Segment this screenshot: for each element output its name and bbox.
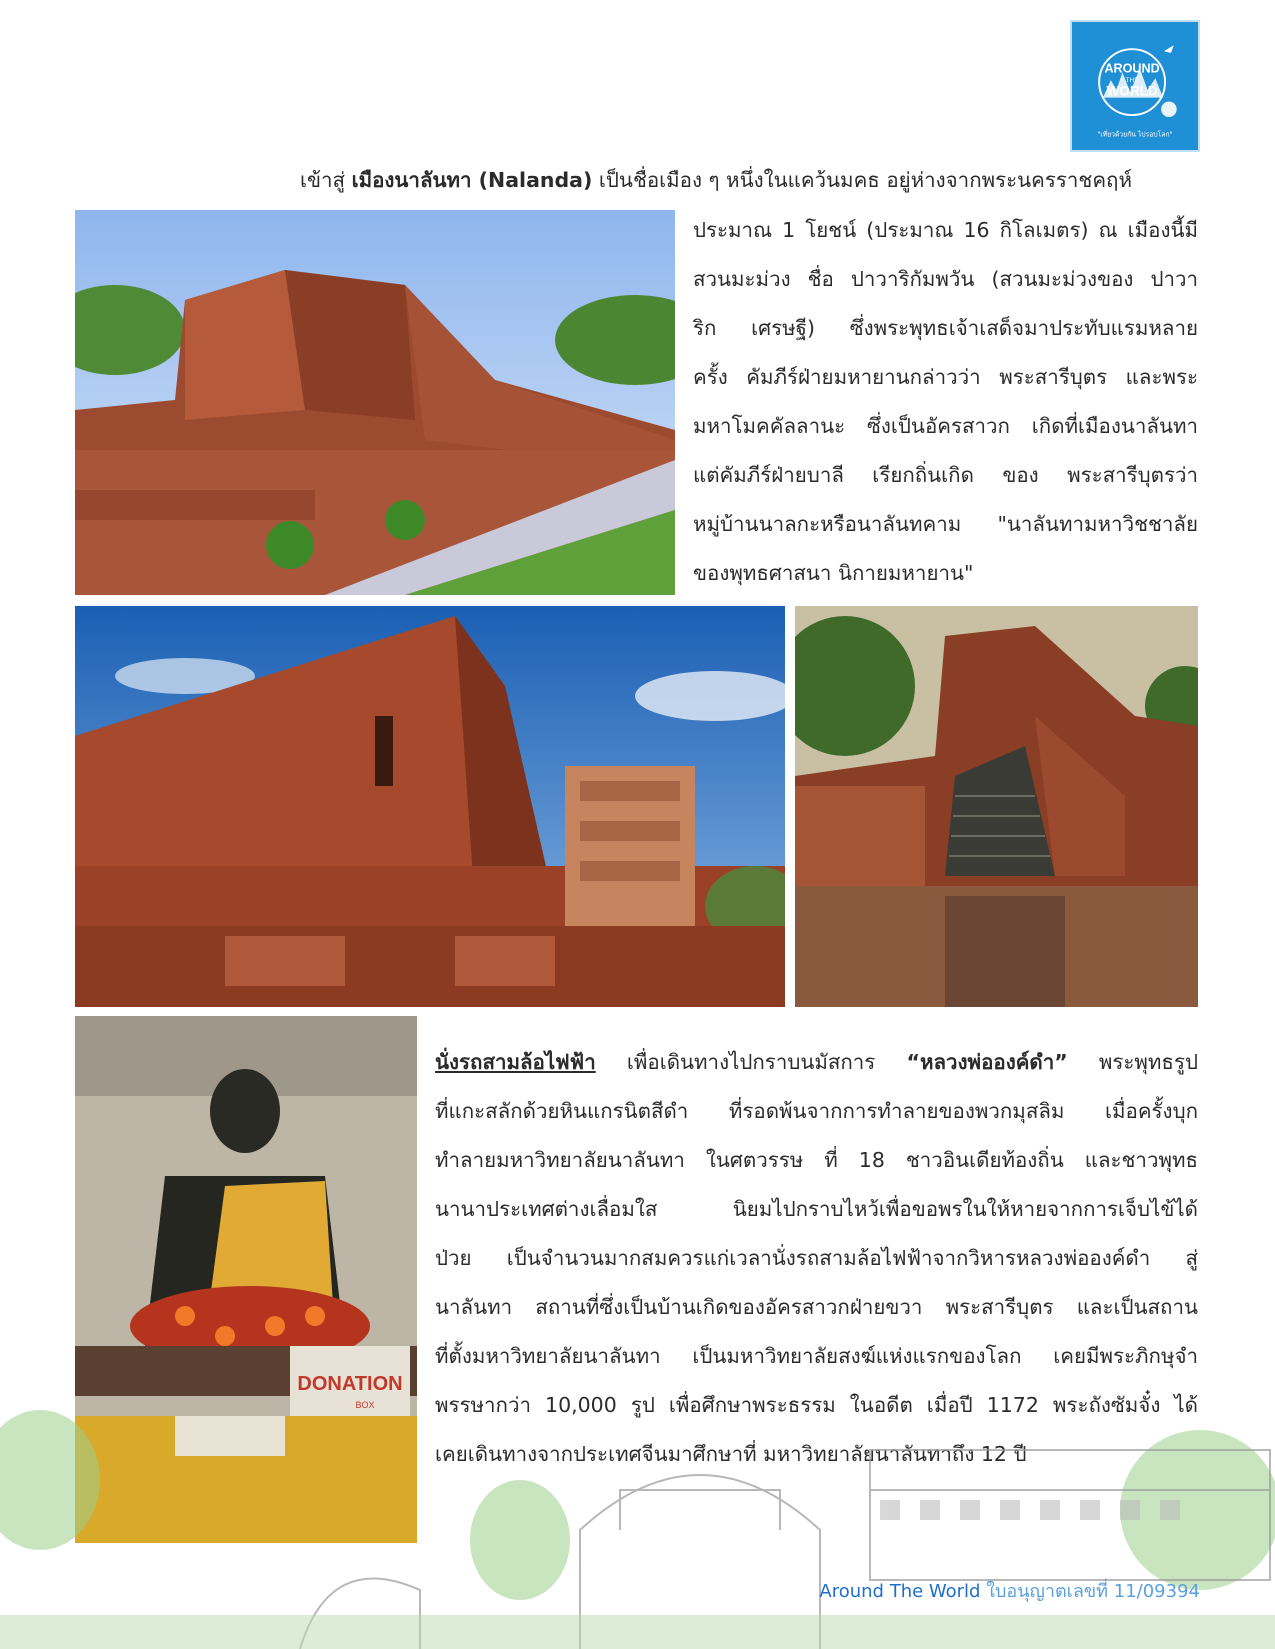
intro-place-name: เมืองนาลันทา (Nalanda) (351, 168, 593, 192)
logo-line2: THE (1125, 77, 1139, 85)
section2-first-end: พระพุทธรูป (1098, 1050, 1198, 1074)
section2-quoted-name: “หลวงพ่อองค์ดำ” (906, 1050, 1068, 1074)
section2-line: ที่แกะสลักด้วยหินแกรนิตสีดำ ที่รอดพ้นจากการทำลายของพวกมุสลิม เมื่อครั้งบุก (435, 1099, 1198, 1123)
great-stupa-photo (75, 606, 785, 1007)
intro-line: ของพุทธศาสนา นิกายมหายาน" (693, 561, 974, 585)
section2-line: พรรษากว่า 10,000 รูป เพื่อศึกษาพระธรรม ในอดีต เมื่อปี 1172 พระถังซัมจั๋ง ได้ (435, 1393, 1198, 1417)
intro-line: หมู่บ้านนาลกะหรือนาลันทคาม "นาลันทามหาวิชชาลัย (693, 512, 1198, 536)
donation-sign-text: DONATION (297, 1373, 403, 1395)
section2-line: นานาประเทศต่างเลื่อมใส นิยมไปกราบไหว้เพื่อขอพรในให้หายจากการเจ็บไข้ได้ (435, 1197, 1198, 1221)
footer-brand: Around The World (819, 1581, 981, 1602)
section2-first-line (435, 1038, 1198, 1087)
section2-first-mid: เพื่อเดินทางไปกราบนมัสการ (626, 1050, 876, 1074)
temple-stairs-photo (795, 606, 1198, 1007)
footer-landmark-illustration (0, 1390, 1275, 1649)
section2-line: ป่วย เป็นจำนวนมากสมควรแก่เวลานั่งรถสามล้อไฟฟ้าจากวิหารหลวงพ่อองค์ดำ สู่ (435, 1246, 1198, 1270)
intro-lead: เข้าสู่ (300, 168, 346, 192)
section2-line: ที่ตั้งมหาวิทยาลัยนาลันทา เป็นมหาวิทยาลัยสงฆ์แห่งแรกของโลก เคยมีพระภิกษุจำ (435, 1344, 1198, 1368)
logo-line1: AROUND (1104, 61, 1160, 76)
footer-license-line (819, 1576, 1200, 1605)
intro-first-line (300, 156, 1198, 205)
intro-line: ประมาณ 1 โยชน์ (ประมาณ 16 กิโลเมตร) ณ เมืองนี้มี (693, 218, 1198, 242)
around-the-world-logo (1070, 20, 1200, 152)
intro-paragraph (693, 206, 1198, 598)
section2-last-line: เคยเดินทางจากประเทศจีนมาศึกษาที่ มหาวิทยาลัยนาลันทาถึง 12 ปี (435, 1442, 1027, 1466)
section2-line: นาลันทา สถานที่ซึ่งเป็นบ้านเกิดของอัครสาวกฝ่ายขวา พระสารีบุตร และเป็นสถาน (435, 1295, 1198, 1319)
footer-license-number: ใบอนุญาตเลขที่ 11/09394 (986, 1581, 1200, 1602)
logo-tagline: "เที่ยวด้วยกัน ไปรอบโลก" (1097, 130, 1173, 139)
intro-line: มหาโมคคัลลานะ ซึ่งเป็นอัครสาวก เกิดที่เมืองนาลันทา (693, 414, 1198, 438)
intro-first-line-rest: เป็นชื่อเมือง ๆ หนึ่งในแคว้นมคธ อยู่ห่างจากพระนครราชคฤห์ (598, 168, 1132, 192)
section2-heading: นั่งรถสามล้อไฟฟ้า (435, 1050, 596, 1074)
intro-line: สวนมะม่วง ชื่อ ปาวาริกัมพวัน (สวนมะม่วงของ ปาวา (693, 267, 1198, 291)
nalanda-ruins-photo (75, 210, 675, 595)
intro-line: ริก เศรษฐี) ซึ่งพระพุทธเจ้าเสด็จมาประทับแรมหลาย (693, 316, 1198, 340)
section2-line: ทำลายมหาวิทยาลัยนาลันทา ในศตวรรษ ที่ 18 ชาวอินเดียท้องถิ่น และชาวพุทธ (435, 1148, 1198, 1172)
globe-logo-icon (1072, 22, 1198, 150)
donation-sub-text: BOX (355, 1400, 375, 1410)
intro-line: ครั้ง คัมภีร์ฝ่ายมหายานกล่าวว่า พระสารีบุตร และพระ (693, 365, 1198, 389)
logo-line3: WORLD (1106, 83, 1158, 99)
intro-line: แต่คัมภีร์ฝ่ายบาลี เรียกถิ่นเกิด ของ พระสารีบุตรว่า (693, 463, 1198, 487)
